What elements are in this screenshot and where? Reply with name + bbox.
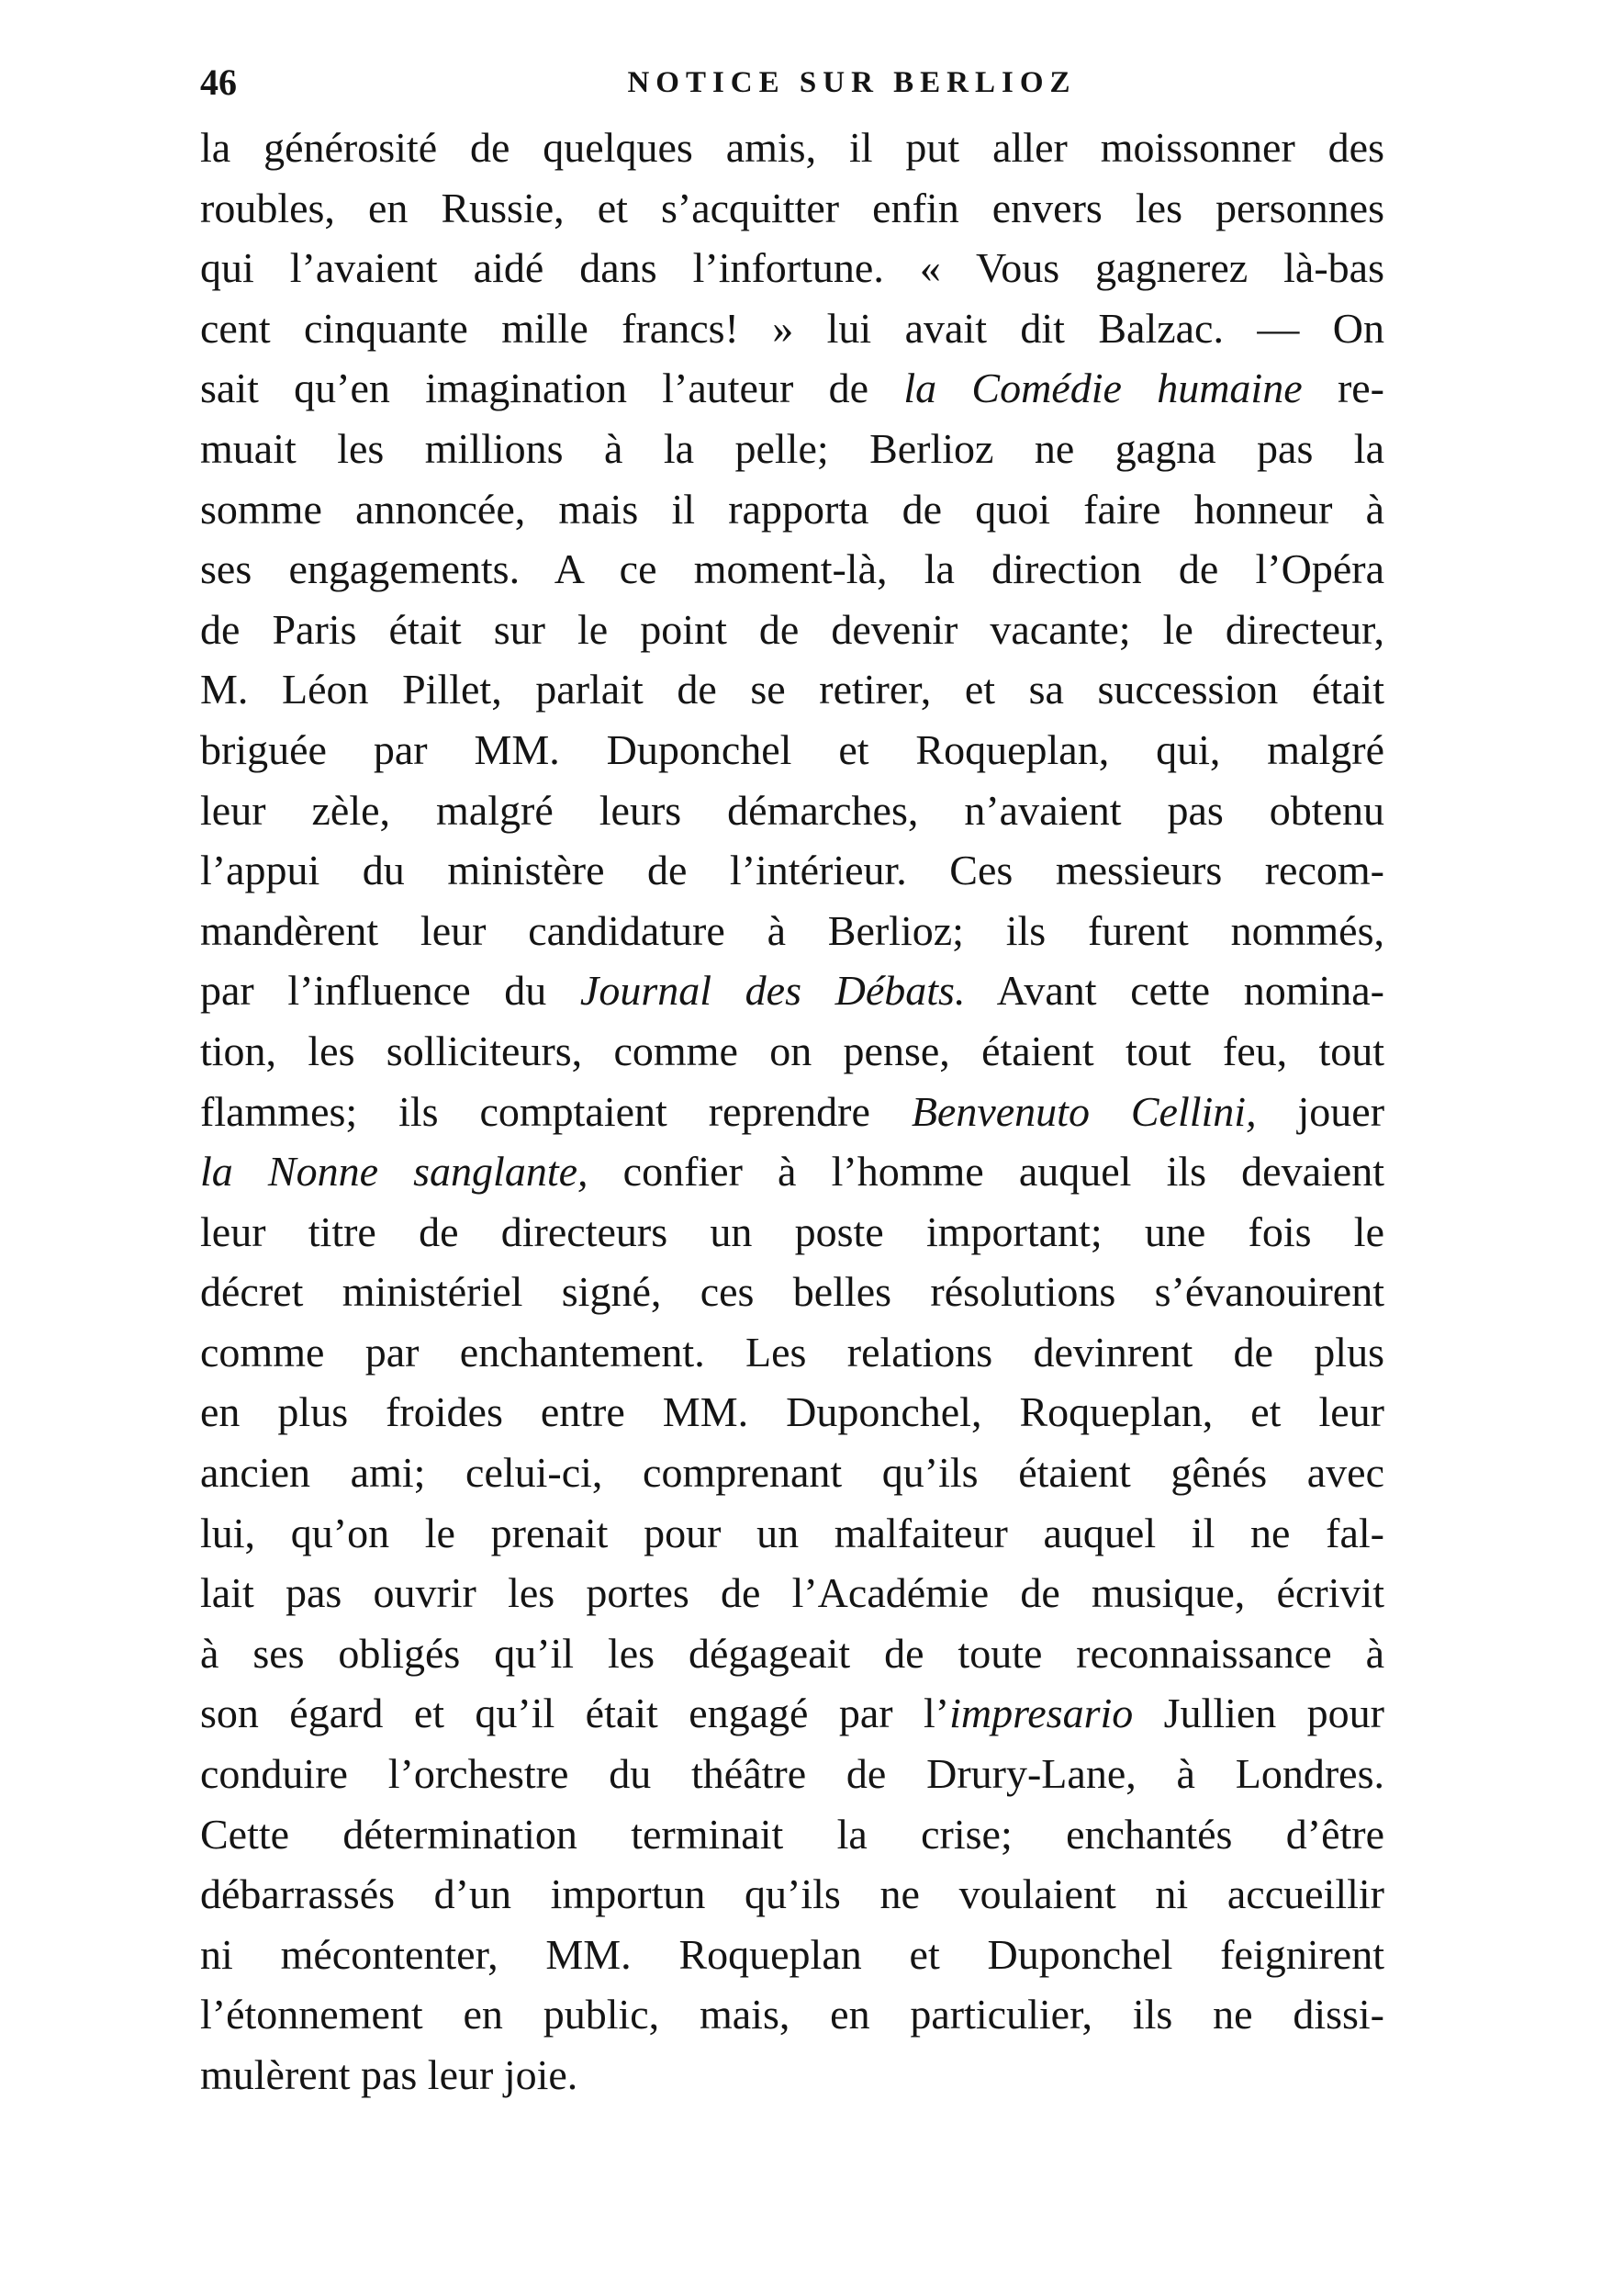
text-segment: cent cinquante mille francs! » lui avait dit Balzac. — On [200, 304, 1384, 352]
text-segment: débarrassés d’un importun qu’ils ne voulaient ni accueillir [200, 1870, 1384, 1918]
text-segment: à ses obligés qu’il les dégageait de toute reconnaissance à [200, 1629, 1384, 1677]
text-segment: briguée par MM. Duponchel et Roqueplan, qui, malgré [200, 725, 1384, 773]
text-line [200, 419, 1384, 479]
text-segment: confier à l’homme auquel ils devaient [588, 1148, 1384, 1196]
text-segment: lait pas ouvrir les portes de l’Académie de musique, écrivit [200, 1569, 1384, 1617]
text-segment: ancien ami; celui-ci, comprenant qu’ils étaient gênés avec [200, 1449, 1384, 1497]
text-segment: la générosité de quelques amis, il put aller moissonner des [200, 124, 1384, 171]
italic-title: Journal des Débats. [579, 967, 966, 1015]
italic-title: la Comédie humaine [903, 365, 1303, 412]
text-line [200, 2045, 1384, 2106]
text-segment: ses engagements. A ce moment-là, la direction de l’Opéra [200, 545, 1384, 593]
text-line [200, 1984, 1384, 2045]
text-segment: en plus froides entre MM. Duponchel, Roqueplan, et leur [200, 1388, 1384, 1436]
text-segment: re- [1302, 365, 1384, 412]
text-segment: Jullien pour [1133, 1690, 1384, 1737]
text-segment: ni mécontenter, MM. Roqueplan et Duponchel feignirent [200, 1930, 1384, 1978]
italic-title: la Nonne sanglante, [200, 1148, 588, 1196]
text-segment: conduire l’orchestre du théâtre de Drury-Lane, à Londres. [200, 1750, 1384, 1798]
text-segment: l’appui du ministère de l’intérieur. Ces messieurs recom- [200, 847, 1384, 894]
text-segment: somme annoncée, mais il rapporta de quoi faire honneur à [200, 485, 1384, 533]
text-line [200, 1804, 1384, 1865]
text-segment: son égard et qu’il était engagé par l’ [200, 1690, 950, 1737]
text-line [200, 1322, 1384, 1383]
text-line [200, 1503, 1384, 1564]
text-segment: l’étonnement en public, mais, en particulier, ils ne dissi- [200, 1991, 1384, 2038]
text-line [200, 1623, 1384, 1684]
running-title: NOTICE SUR BERLIOZ [627, 66, 1077, 99]
text-segment: flammes; ils comptaient reprendre [200, 1087, 912, 1135]
text-line [200, 358, 1384, 419]
text-line [200, 1141, 1384, 1202]
text-segment: muait les millions à la pelle; Berlioz ne gagna pas la [200, 424, 1384, 472]
text-line [200, 298, 1384, 359]
text-line [200, 1382, 1384, 1443]
text-segment: mandèrent leur candidature à Berlioz; ils furent nommés, [200, 906, 1384, 954]
text-segment: jouer [1256, 1087, 1384, 1135]
text-line [200, 1082, 1384, 1142]
text-line [200, 600, 1384, 660]
text-line [200, 1021, 1384, 1082]
text-segment: lui, qu’on le prenait pour un malfaiteur auquel il ne fal- [200, 1509, 1384, 1556]
text-line [200, 659, 1384, 720]
text-segment: Avant cette nomina- [965, 967, 1384, 1015]
text-segment: tion, les solliciteurs, comme on pense, étaient tout feu, tout [200, 1027, 1384, 1074]
text-line [200, 1864, 1384, 1925]
page-number: 46 [200, 62, 237, 103]
text-segment: décret ministériel signé, ces belles résolutions s’évanouirent [200, 1268, 1384, 1316]
body-text [200, 118, 1384, 2106]
text-line [200, 901, 1384, 961]
text-line [200, 539, 1384, 600]
text-segment: mulèrent pas leur joie. [200, 2051, 578, 2098]
text-segment: leur titre de directeurs un poste important; une fois le [200, 1207, 1384, 1255]
text-line [200, 1262, 1384, 1322]
italic-title: Benvenuto Cellini, [911, 1087, 1257, 1135]
text-line [200, 781, 1384, 841]
text-line [200, 1925, 1384, 1985]
text-line [200, 1744, 1384, 1804]
text-segment: de Paris était sur le point de devenir vacante; le directeur, [200, 605, 1384, 653]
text-segment: qui l’avaient aidé dans l’infortune. « Vous gagnerez là-bas [200, 244, 1384, 292]
text-line [200, 1443, 1384, 1503]
text-line [200, 960, 1384, 1021]
running-head [200, 55, 1384, 110]
italic-title: impresario [949, 1690, 1134, 1737]
text-segment: sait qu’en imagination l’auteur de [200, 365, 904, 412]
text-line [200, 840, 1384, 901]
text-segment: roubles, en Russie, et s’acquitter enfin envers les personnes [200, 184, 1384, 231]
text-line [200, 1563, 1384, 1623]
text-line [200, 178, 1384, 239]
text-segment: M. Léon Pillet, parlait de se retirer, et sa succession était [200, 666, 1384, 713]
text-line [200, 479, 1384, 540]
text-segment: leur zèle, malgré leurs démarches, n’avaient pas obtenu [200, 786, 1384, 834]
text-segment: par l’influence du [200, 967, 580, 1015]
text-segment: Cette détermination terminait la crise; enchantés d’être [200, 1810, 1384, 1858]
text-line [200, 238, 1384, 298]
text-line [200, 118, 1384, 178]
text-line [200, 1683, 1384, 1744]
text-line [200, 1202, 1384, 1263]
text-segment: comme par enchantement. Les relations devinrent de plus [200, 1328, 1384, 1376]
text-line [200, 720, 1384, 781]
